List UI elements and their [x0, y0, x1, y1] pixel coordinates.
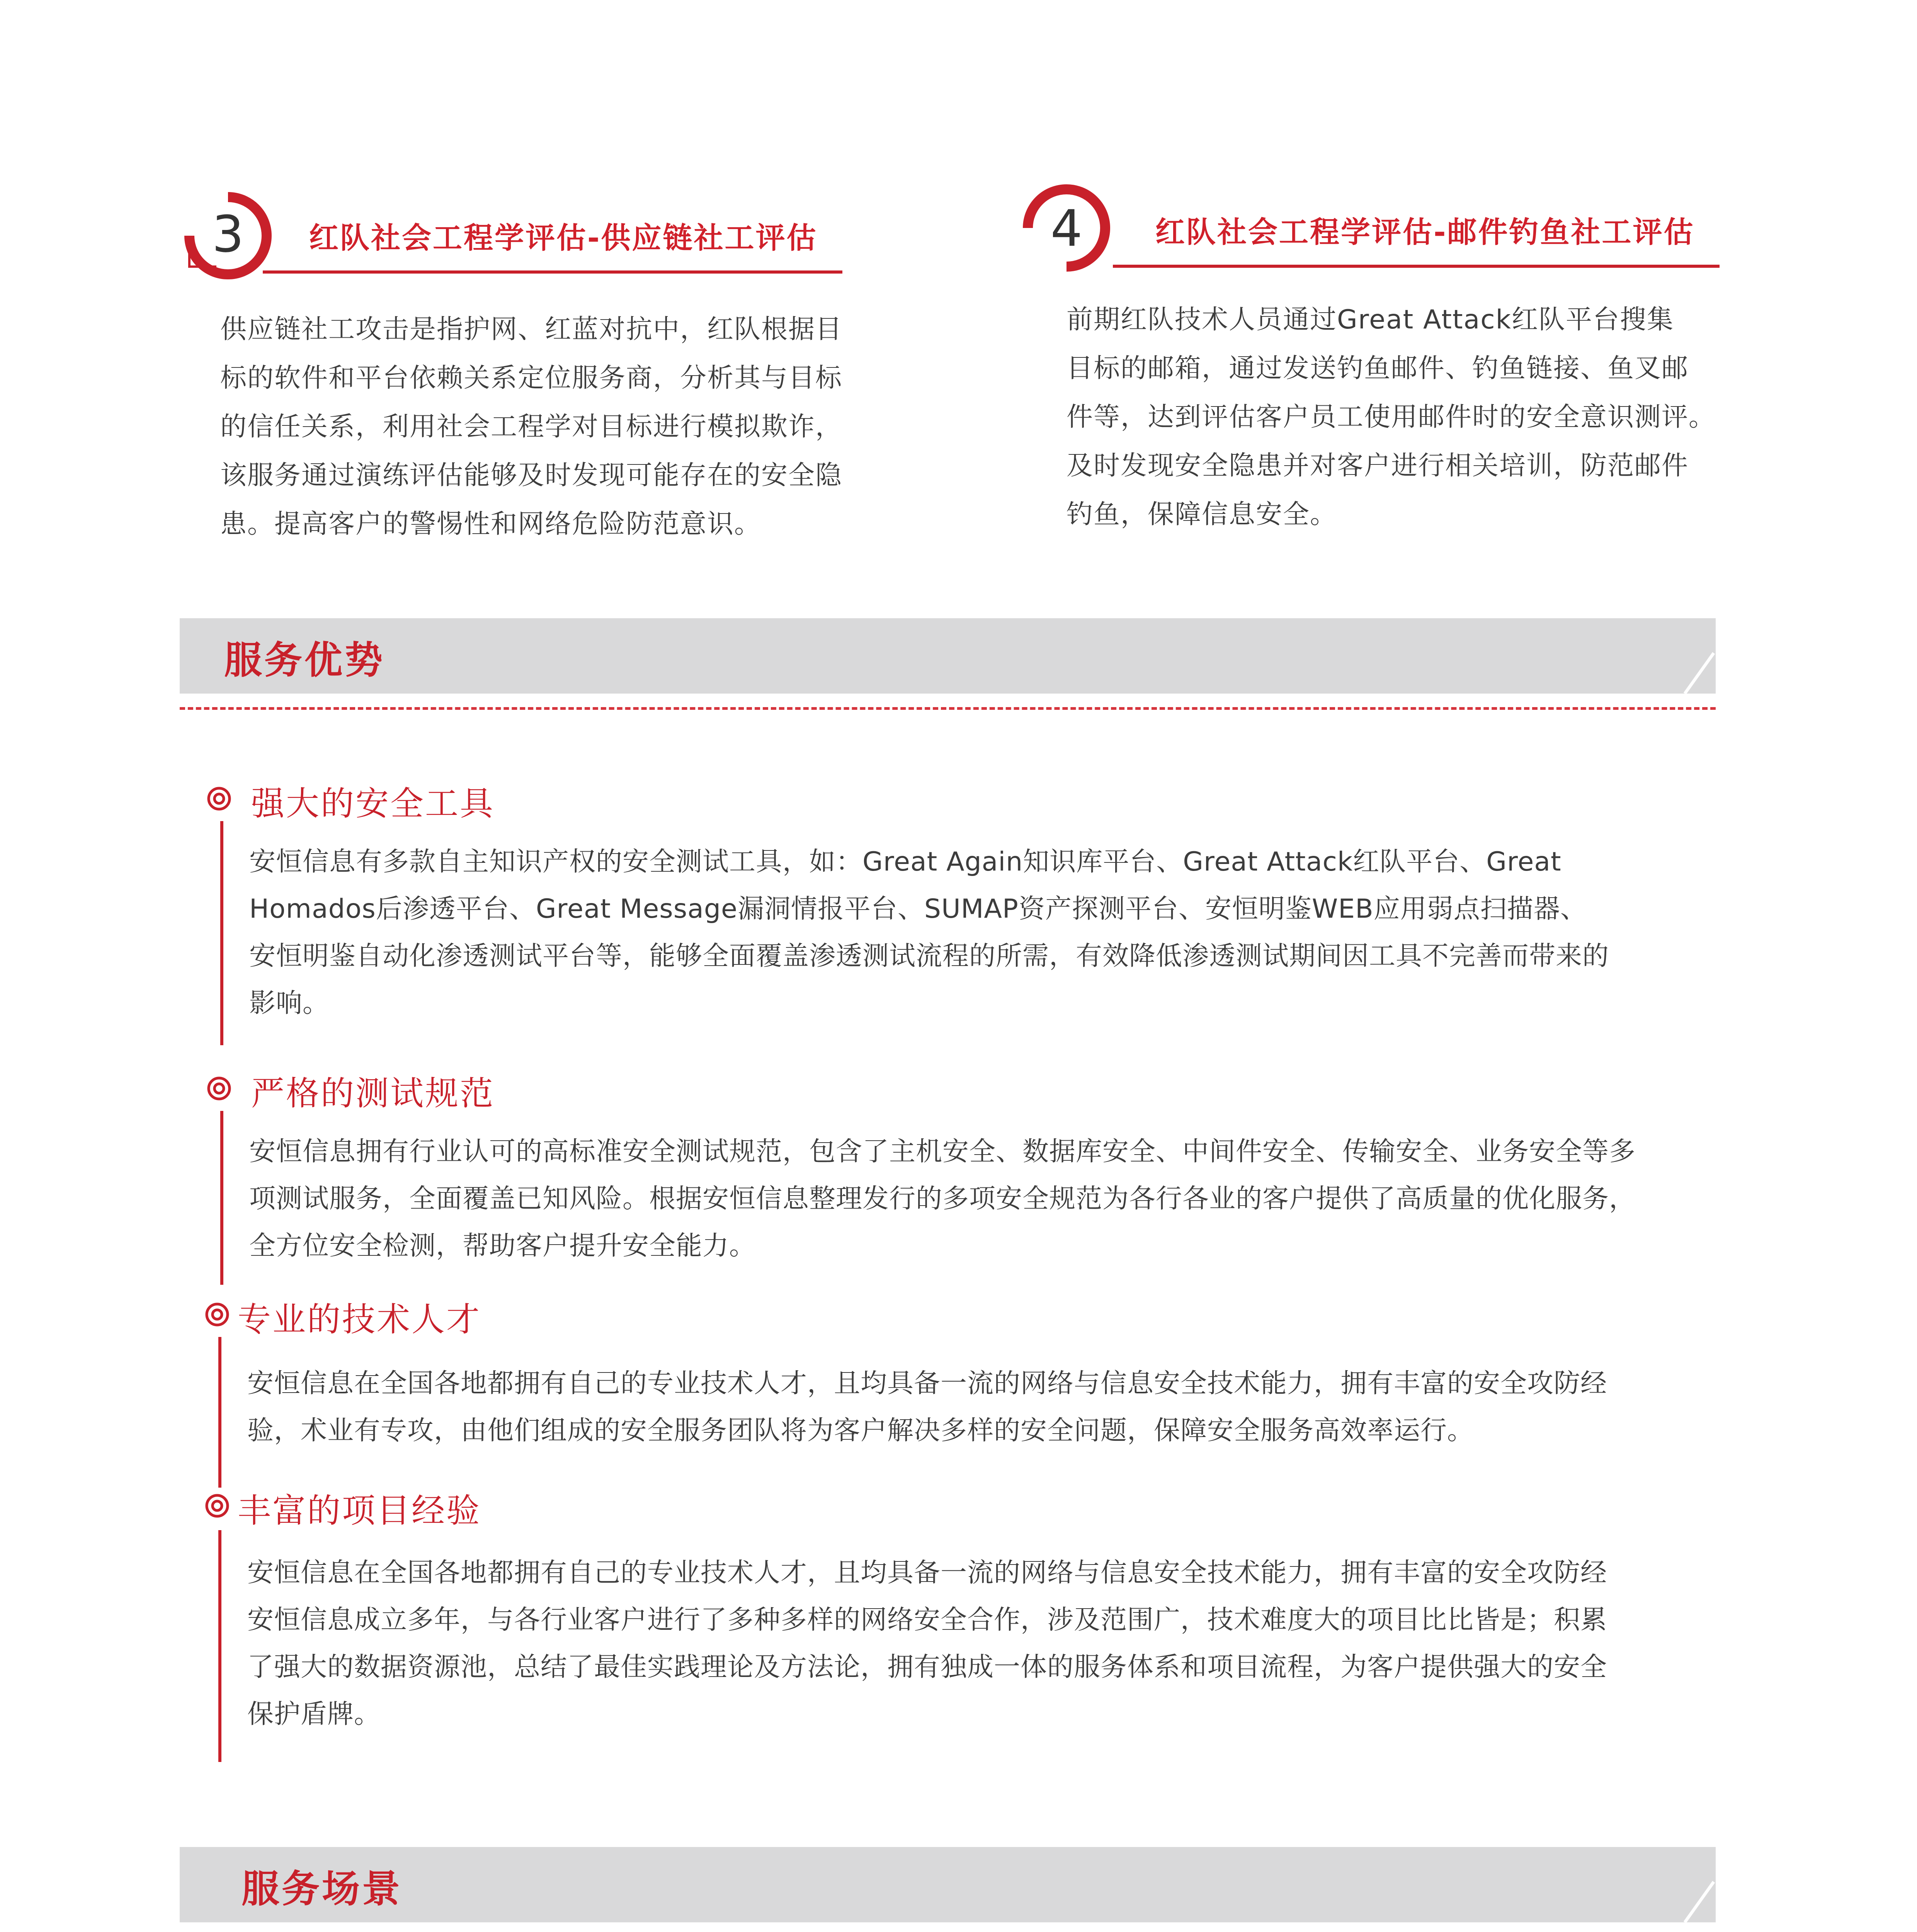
text-line: 安恒信息有多款自主知识产权的安全测试工具，如：Great Again知识库平台、Great Attack红队平台、Great [249, 847, 1561, 877]
text-line: 影响。 [249, 988, 330, 1019]
target-icon [207, 1076, 231, 1101]
text-line: 安恒信息拥有行业认可的高标准安全测试规范，包含了主机安全、数据库安全、中间件安全、传输安全、业务安全等多 [249, 1136, 1636, 1167]
item-4-underline [1113, 265, 1720, 268]
text-line: 的信任关系，利用社会工程学对目标进行模拟欺诈， [220, 412, 843, 442]
text-line: 患。提高客户的警惕性和网络危险防范意识。 [220, 509, 762, 539]
text-line: 验，术业有专攻，由他们组成的安全服务团队将为客户解决多样的安全问题，保障安全服务高效率运行。 [247, 1415, 1474, 1446]
text-line: 全方位安全检测，帮助客户提升安全能力。 [249, 1231, 756, 1261]
item-4-badge [1020, 182, 1113, 274]
advantage-text [247, 1360, 1727, 1454]
item-3-underline [263, 270, 842, 274]
advantage-bar [220, 821, 223, 1045]
advantage-text [249, 838, 1729, 1027]
item-3-badge [182, 189, 274, 282]
text-line: 安恒明鉴自动化渗透测试平台等，能够全面覆盖渗透测试流程的所需，有效降低渗透测试期间因工具不完善而带来的 [249, 941, 1609, 971]
advantage-bar [218, 1337, 221, 1488]
text-line: 安恒信息在全国各地都拥有自己的专业技术人才，且均具备一流的网络与信息安全技术能力，拥有丰富的安全攻防经 [247, 1368, 1607, 1399]
text-line: 该服务通过演练评估能够及时发现可能存在的安全隐 [220, 460, 843, 491]
target-icon [205, 1493, 230, 1518]
section-divider [180, 707, 1716, 710]
item-4-title: 红队社会工程学评估-邮件钓鱼社工评估 [1155, 215, 1695, 249]
section-band-scenes [180, 1847, 1716, 1922]
band-corner-deco [1677, 1878, 1716, 1924]
advantage-bar [218, 1530, 221, 1762]
target-icon [207, 786, 231, 811]
advantage-title: 强大的安全工具 [251, 784, 495, 823]
text-line: 目标的邮箱，通过发送钓鱼邮件、钓鱼链接、鱼叉邮 [1067, 353, 1689, 384]
text-line: 安恒信息成立多年，与各行业客户进行了多种多样的网络安全合作，涉及范围广，技术难度大的项目比比皆是；积累 [247, 1605, 1607, 1635]
item-4-number: 4 [1050, 199, 1083, 258]
text-line: Homados后渗透平台、Great Message漏洞情报平台、SUMAP资产探测平台、安恒明鉴WEB应用弱点扫描器、 [249, 894, 1587, 924]
text-line: 供应链社工攻击是指护网、红蓝对抗中，红队根据目 [220, 314, 843, 345]
item-3-number: 3 [212, 205, 244, 264]
advantage-bar [220, 1111, 223, 1285]
advantage-title: 丰富的项目经验 [238, 1492, 481, 1530]
band-corner-deco [1677, 649, 1716, 696]
item-4-text [1067, 296, 1731, 539]
advantage-title: 严格的测试规范 [251, 1074, 495, 1113]
text-line: 及时发现安全隐患并对客户进行相关培训，防范邮件 [1067, 451, 1689, 481]
advantage-title: 专业的技术人才 [238, 1300, 481, 1339]
text-line: 标的软件和平台依赖关系定位服务商，分析其与目标 [220, 363, 843, 393]
text-line: 钓鱼，保障信息安全。 [1067, 499, 1337, 530]
text-line: 安恒信息在全国各地都拥有自己的专业技术人才，且均具备一流的网络与信息安全技术能力，拥有丰富的安全攻防经 [247, 1558, 1607, 1588]
advantage-text [249, 1128, 1729, 1270]
advantage-text [247, 1549, 1727, 1738]
text-line: 保护盾牌。 [247, 1699, 381, 1730]
text-line: 前期红队技术人员通过Great Attack红队平台搜集 [1067, 304, 1674, 335]
item-3-title: 红队社会工程学评估-供应链社工评估 [309, 221, 818, 255]
text-line: 了强大的数据资源池，总结了最佳实践理论及方法论，拥有独成一体的服务体系和项目流程，为客户提供强大的安全 [247, 1652, 1607, 1682]
text-line: 项测试服务，全面覆盖已知风险。根据安恒信息整理发行的多项安全规范为各行各业的客户提供了高质量的优化服务， [249, 1184, 1636, 1214]
text-line: 件等，达到评估客户员工使用邮件时的安全意识测评。 [1067, 402, 1716, 432]
item-3-text [220, 305, 877, 549]
section-title-advantages: 服务优势 [224, 638, 385, 682]
section-title-scenes: 服务场景 [242, 1867, 403, 1911]
target-icon [205, 1302, 230, 1327]
section-band-advantages [180, 618, 1716, 694]
